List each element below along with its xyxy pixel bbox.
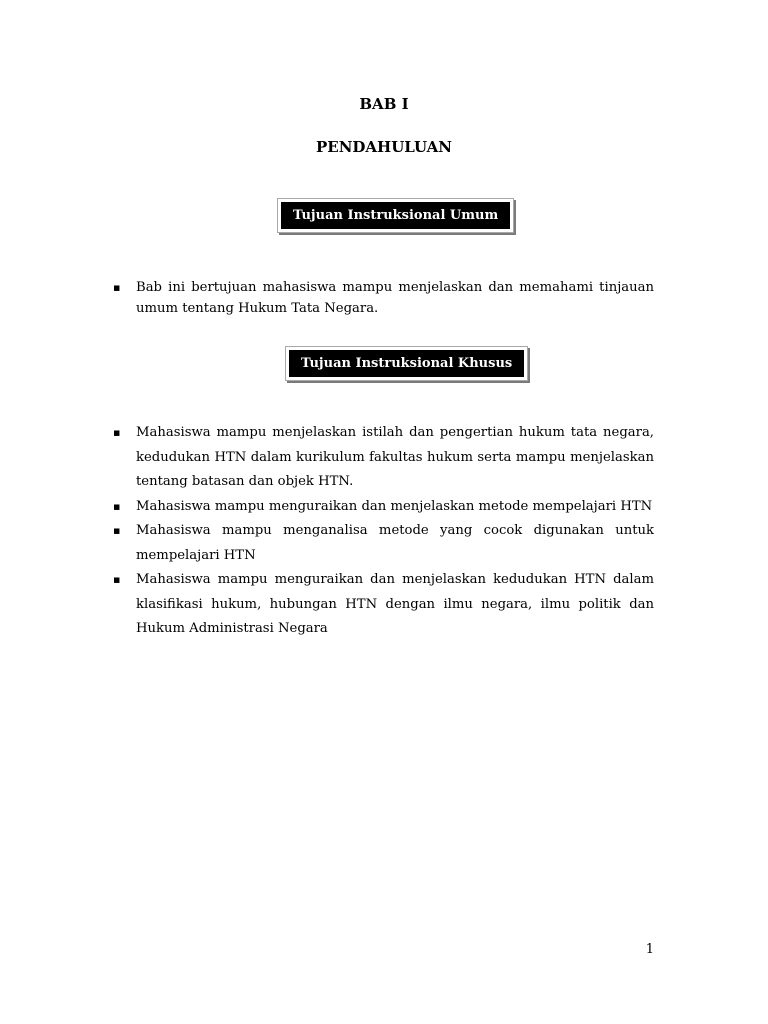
square-bullet-icon: ▪ xyxy=(113,524,121,537)
list-item xyxy=(112,519,654,568)
specific-objective-heading: Tujuan Instruksional Khusus xyxy=(289,350,524,377)
chapter-number: BAB I xyxy=(359,95,409,113)
general-objective-heading-box xyxy=(277,198,514,233)
list-item xyxy=(112,495,654,520)
list-item-text: Mahasiswa mampu menguraikan dan menjelaskan metode mempelajari HTN xyxy=(136,498,653,514)
specific-objective-list xyxy=(112,421,654,642)
square-bullet-icon: ▪ xyxy=(113,281,121,294)
square-bullet-icon: ▪ xyxy=(113,573,121,586)
list-item-text: Mahasiswa mampu menguraikan dan menjelaskan kedudukan HTN dalam klasifikasi hukum, hubungan HTN dengan ilmu negara, ilmu politik dan Hukum Administrasi Negara xyxy=(136,572,654,636)
square-bullet-icon: ▪ xyxy=(113,499,121,513)
list-item-text: Bab ini bertujuan mahasiswa mampu menjelaskan dan memahami tinjauan umum tentang Hukum Tata Negara. xyxy=(136,280,654,316)
square-bullet-icon: ▪ xyxy=(113,426,121,439)
chapter-title: PENDAHULUAN xyxy=(315,138,453,156)
general-objective-list xyxy=(112,277,654,319)
general-objective-heading: Tujuan Instruksional Umum xyxy=(281,202,510,229)
list-item xyxy=(112,277,654,319)
specific-objective-heading-box xyxy=(285,346,528,381)
list-item xyxy=(112,568,654,642)
list-item-text: Mahasiswa mampu menganalisa metode yang cocok digunakan untuk mempelajari HTN xyxy=(136,523,654,563)
list-item xyxy=(112,421,654,495)
list-item-text: Mahasiswa mampu menjelaskan istilah dan pengertian hukum tata negara, kedudukan HTN dalam kurikulum fakultas hukum serta mampu menjelaskan tentang batasan dan objek HTN. xyxy=(136,425,654,489)
page-number: 1 xyxy=(645,942,654,957)
